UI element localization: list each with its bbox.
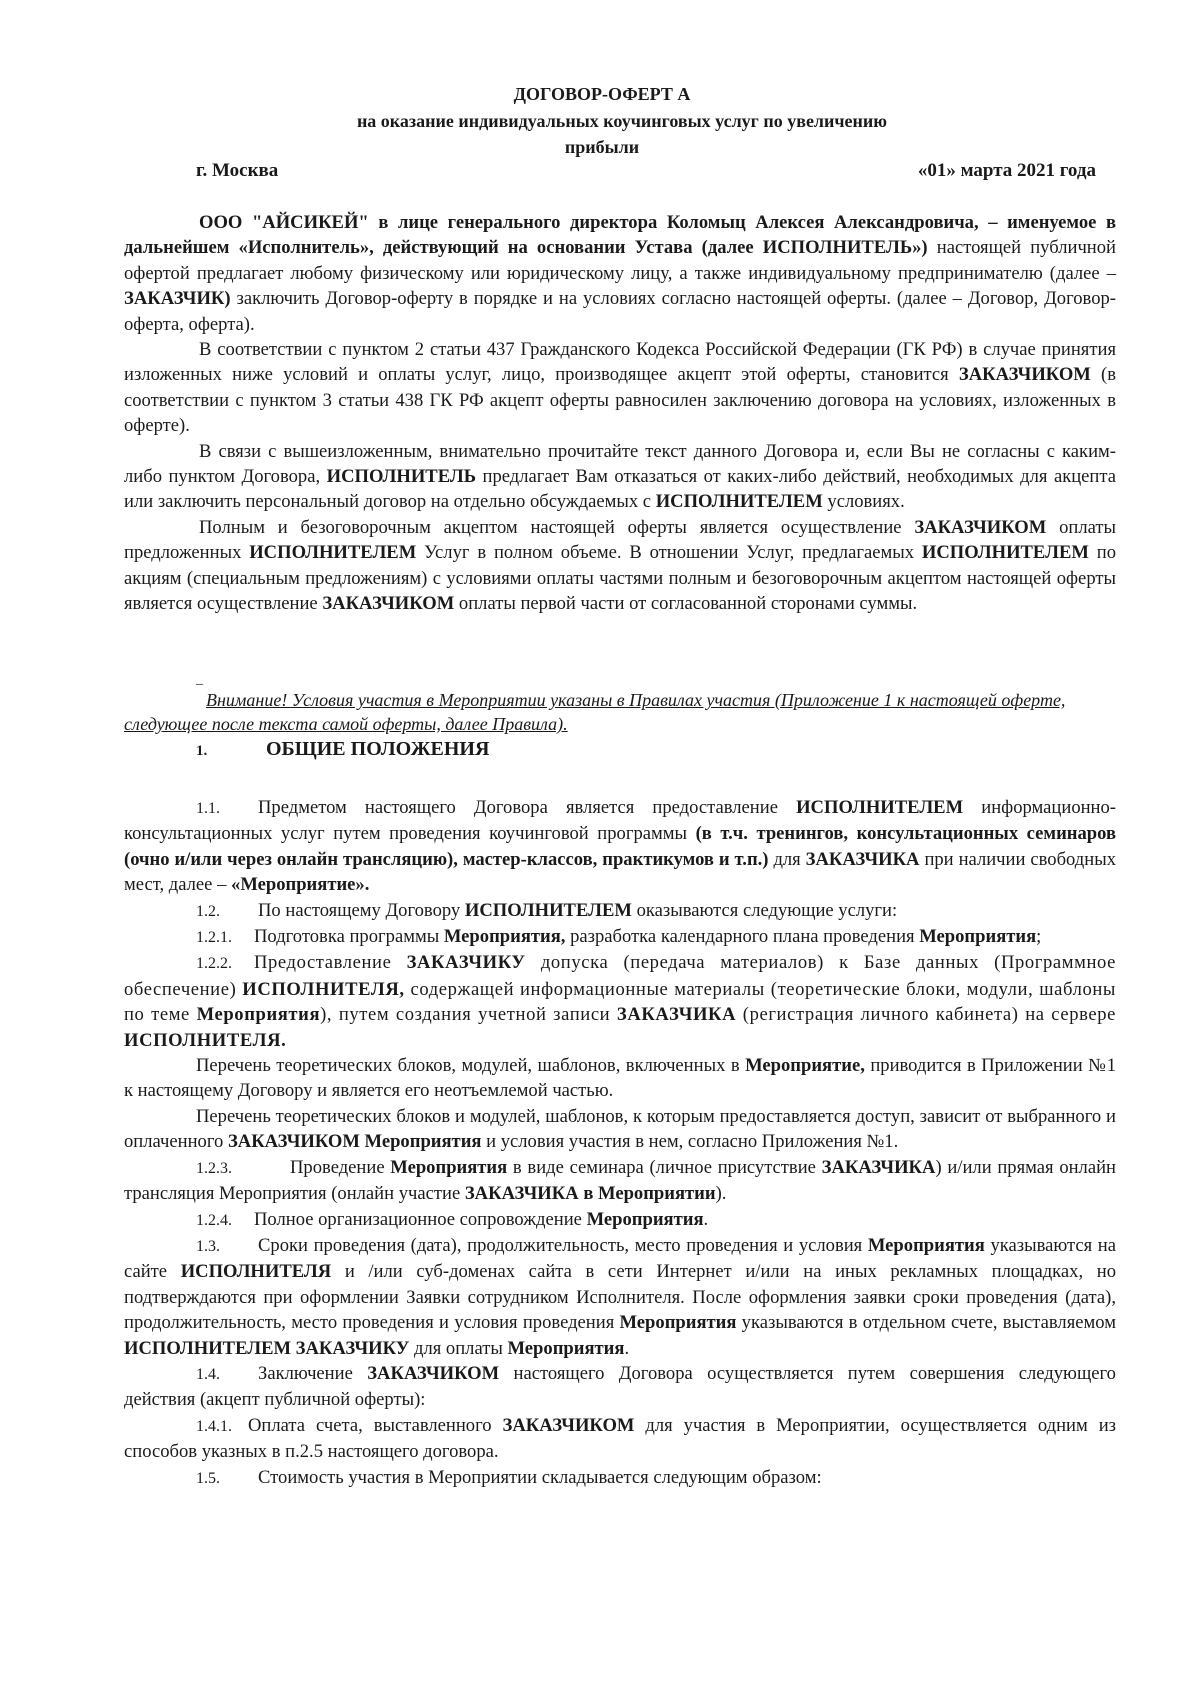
section-title: ОБЩИЕ ПОЛОЖЕНИЯ xyxy=(266,738,490,760)
clause-text: Оплата счета, выставленного xyxy=(248,1414,503,1436)
preamble-text-end: заключить Договор-оферту в порядке и на условиях согласно настоящей оферты. (далее – Договор, Договор-оферта, оферта). xyxy=(124,288,1116,335)
clause-text: Сроки проведения (дата), продолжительность, место проведения и условия xyxy=(258,1234,868,1256)
p4-text-2: Услуг в полном объеме. В отношении Услуг, предлагаемых xyxy=(416,542,922,564)
clause-number: 1.2.1. xyxy=(196,929,232,947)
document-subtitle: на оказание индивидуальных коучинговых услуг по увеличению xyxy=(356,111,888,131)
clause-text: разработка календарного плана проведения xyxy=(565,926,920,948)
clause-bold: ЗАКАЗЧИКА в Мероприятии xyxy=(464,1183,716,1205)
clause-1-2-3 xyxy=(124,1155,1116,1207)
clause-text: Перечень теоретических блоков, модулей, шаблонов, включенных в xyxy=(196,1055,746,1077)
clause-bold: ИСПОЛНИТЕЛЯ. xyxy=(124,1029,287,1051)
p3-text-end: условиях. xyxy=(822,491,905,513)
clause-text: для участия в Мероприятии, осуществляется одним из способов указных в п.2.5 настоящего договора. xyxy=(124,1414,1117,1463)
clause-1-4-1 xyxy=(124,1413,1116,1465)
clause-text: содержащей информационные материалы (теоретические блоки, модули, шаблоны по теме xyxy=(124,978,1116,1026)
p3-text-mid: предлагает Вам отказаться от каких-либо действий, необходимых для акцепта или заключить персональный договор на отдельно обсуждаемых с xyxy=(124,466,1116,513)
clause-bold: ЗАКАЗЧИКА xyxy=(616,1004,737,1026)
clause-text: Предоставление xyxy=(254,952,407,974)
clause-bold: Мероприятия xyxy=(919,926,1037,948)
section-number: 1. xyxy=(196,743,208,759)
clause-bold: ЗАКАЗЧИКОМ xyxy=(502,1414,635,1436)
clause-text: информационно-консультационных услуг путем проведения коучинговой программы xyxy=(124,797,1117,845)
notice-dash: _ xyxy=(196,672,203,687)
clause-number: 1.4. xyxy=(196,1365,220,1383)
clause-number: 1.4.1. xyxy=(196,1417,232,1435)
clause-text: ) и/или прямая онлайн трансляция Мероприятия (онлайн участие xyxy=(124,1156,1116,1205)
clause-text: в виде семинара (личное присутствие xyxy=(507,1156,822,1178)
clause-text: ), путем создания учетной записи xyxy=(320,1004,617,1026)
clause-bold: ЗАКАЗЧИКОМ xyxy=(367,1362,500,1384)
clause-1-2-4 xyxy=(124,1207,1116,1233)
clause-number: 1.3. xyxy=(196,1237,220,1255)
preamble-paragraph-4 xyxy=(124,515,1116,617)
clause-number: 1.1. xyxy=(196,800,220,817)
clause-bold: ЗАКАЗЧИКУ xyxy=(406,952,526,974)
list-paragraph-1 xyxy=(124,1053,1116,1104)
p4-text: Полным и безоговорочным акцептом настоящей оферты является осуществление xyxy=(199,516,915,538)
p3-text: В связи с вышеизложенным, внимательно прочитайте текст данного Договора и, если Вы не согласны с каким-либо пунктом Договора, xyxy=(124,440,1116,488)
clause-number: 1.2.4. xyxy=(196,1211,232,1229)
clause-text: Заключение xyxy=(258,1362,368,1384)
preamble-paragraph-3 xyxy=(124,439,1116,515)
clause-text: допуска (передача материалов) к Базе данных (Программное обеспечение) xyxy=(124,952,1116,1000)
clause-bold: Мероприятия xyxy=(196,1004,321,1026)
clause-bold: ЗАКАЗЧИКА xyxy=(821,1156,936,1178)
p2-text: В соответствии с пунктом 2 статьи 437 Гражданского Кодекса Российской Федерации (ГК РФ) в случае принятия изложенных ниже условий и оплаты услуг, лицо, производящее акцепт этой оферты, становится xyxy=(124,339,1116,386)
p4-bold-1: ЗАКАЗЧИКОМ xyxy=(914,516,1047,538)
clause-1-5 xyxy=(124,1465,1116,1491)
notice xyxy=(124,688,1116,736)
clause-bold: Мероприятия xyxy=(867,1234,985,1256)
clause-text: Перечень теоретических блоков и модулей, шаблонов, к которым предоставляется доступ, зависит от выбранного и оплаченного xyxy=(124,1105,1116,1153)
p4-text-3: по акциям (специальным предложениям) с условиями оплаты частями полным и безоговорочным акцептом настоящей оферты является осуществление xyxy=(124,542,1116,615)
clause-text: ; xyxy=(1036,926,1042,948)
p4-bold-3: ИСПОЛНИТЕЛЕМ xyxy=(921,542,1089,564)
clause-bold: ИСПОЛНИТЕЛЯ, xyxy=(242,978,405,1000)
clause-number: 1.2.3. xyxy=(196,1159,232,1177)
notice-text: Внимание! Условия участия в Мероприятии указаны в Правилах участия (Приложение 1 к настоящей оферте, следующее после текста самой оферты, далее Правила). xyxy=(124,690,1066,734)
p3-bold-1: ИСПОЛНИТЕЛЬ xyxy=(326,466,477,488)
clause-text: для xyxy=(768,848,806,870)
clause-bold: Мероприятия, xyxy=(443,926,566,948)
document-title: ДОГОВОР-ОФЕРТ А xyxy=(513,84,691,104)
clause-text: Предметом настоящего Договора является предоставление xyxy=(258,797,797,818)
section-1-heading xyxy=(196,738,489,761)
clause-bold: (в т.ч. тренингов, консультационных семинаров (очно и/или через онлайн трансляцию), мастер-классов, практикумов и т.п.) xyxy=(124,823,1117,870)
clause-number: 1.2.2. xyxy=(196,955,232,973)
clause-text: Полное организационное сопровождение xyxy=(254,1208,587,1230)
clause-bold: «Мероприятие». xyxy=(231,874,370,896)
clause-bold: Мероприятия xyxy=(507,1337,625,1359)
p2-bold: ЗАКАЗЧИКОМ xyxy=(958,364,1091,386)
clause-1-2-2 xyxy=(124,950,1116,1053)
clause-bold: ИСПОЛНИТЕЛЯ xyxy=(180,1261,332,1283)
clause-bold: ИСПОЛНИТЕЛЕМ xyxy=(796,797,964,818)
city: г. Москва xyxy=(196,160,279,181)
preamble-text: настоящей публичной офертой предлагает любому физическому или юридическому лицу, а также индивидуальному предпринимателю (далее – xyxy=(124,237,1116,284)
clause-bold: ИСПОЛНИТЕЛЕМ ЗАКАЗЧИКУ xyxy=(124,1337,410,1359)
clause-number: 1.5. xyxy=(196,1469,220,1487)
clause-text: приводится в Приложении №1 к настоящему Договору и является его неотъемлемой частью. xyxy=(124,1055,1116,1102)
clause-text: (регистрация личного кабинета) на сервере xyxy=(736,1004,1117,1026)
p4-bold-2: ИСПОЛНИТЕЛЕМ xyxy=(249,542,417,564)
clause-1-2 xyxy=(124,898,1116,924)
clause-1-4 xyxy=(124,1361,1116,1413)
preamble-paragraph-1 xyxy=(124,210,1116,337)
clause-text: ). xyxy=(715,1183,727,1205)
company-intro: ООО "АЙСИКЕЙ" в лице генерального директора Коломыц Алексея Александровича, – именуемое в дальнейшем «Исполнитель», действующий на основании Устава (далее ИСПОЛНИТЕЛЬ») xyxy=(124,212,1116,259)
clause-text: По настоящему Договору xyxy=(258,899,465,921)
document-subtitle-cont: прибыли xyxy=(564,137,640,157)
clause-1-3 xyxy=(124,1233,1116,1361)
preamble-paragraph-2 xyxy=(124,337,1116,439)
clause-bold: Мероприятия xyxy=(390,1156,508,1178)
customer-term: ЗАКАЗЧИК) xyxy=(124,288,231,310)
preamble xyxy=(124,210,1116,617)
contract-date: «01» марта 2021 года xyxy=(917,160,1096,181)
clause-bold: ЗАКАЗЧИКА xyxy=(805,848,920,870)
p4-text-1: оплаты предложенных xyxy=(124,516,1116,564)
clause-bold: ИСПОЛНИТЕЛЕМ xyxy=(464,899,632,921)
clause-text: указываются на сайте xyxy=(124,1234,1116,1283)
clause-bold: ЗАКАЗЧИКОМ Мероприятия xyxy=(227,1131,482,1153)
list-paragraph-2 xyxy=(124,1104,1116,1155)
p2-text-end: (в соответствии с пунктом 3 статьи 438 ГК РФ акцепт оферты равносилен заключению договора на условиях, изложенных в оферте). xyxy=(124,364,1116,437)
clause-text: Проведение xyxy=(290,1156,391,1178)
clause-text: Подготовка программы xyxy=(254,926,444,948)
clause-bold: Мероприятие, xyxy=(745,1055,865,1077)
clause-text: настоящего Договора осуществляется путем совершения следующего действия (акцепт публичной оферты): xyxy=(124,1362,1116,1411)
clause-text: указываются в отдельном счете, выставляемом xyxy=(736,1312,1116,1334)
clause-text: при наличии свободных мест, далее – xyxy=(124,848,1116,896)
clause-text: Стоимость участия в Мероприятии складывается следующим образом: xyxy=(258,1466,822,1488)
clause-text: . xyxy=(703,1208,709,1230)
p4-text-end: оплаты первой части от согласованной сторонами суммы. xyxy=(454,593,918,615)
clause-text: . xyxy=(624,1337,630,1359)
clause-number: 1.2. xyxy=(196,902,220,920)
clause-text: и /или суб-доменах сайта в сети Интернет и/или на иных рекламных площадках, но подтверждаются при оформлении Заявки сотрудником Исполнителя. После оформления заявки сроки проведения (дата), продолжительность, место проведения и условия проведения xyxy=(124,1261,1116,1334)
clause-text: для оплаты xyxy=(409,1337,508,1359)
clause-1-1 xyxy=(124,795,1116,898)
clause-1-2-1 xyxy=(124,924,1116,950)
clauses xyxy=(124,795,1116,1491)
clause-bold: Мероприятия xyxy=(619,1312,737,1334)
clause-text: и условия участия в нем, согласно Приложения №1. xyxy=(481,1131,899,1153)
p3-bold-2: ИСПОЛНИТЕЛЕМ xyxy=(655,491,823,513)
clause-bold: Мероприятия xyxy=(586,1208,704,1230)
clause-text: оказываются следующие услуги: xyxy=(631,899,898,921)
p4-bold-4: ЗАКАЗЧИКОМ xyxy=(322,593,455,615)
